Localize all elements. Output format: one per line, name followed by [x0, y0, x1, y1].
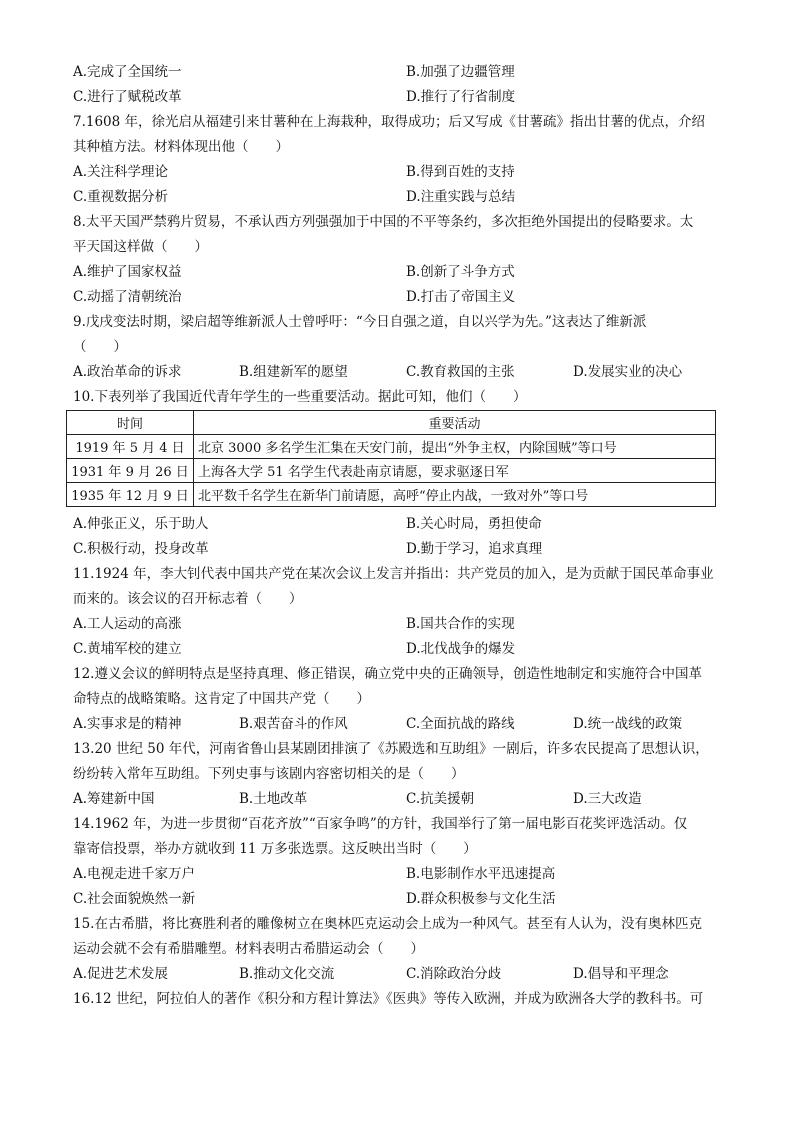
q10-option-c[interactable]: C.积极行动，投身改革 [73, 541, 209, 557]
q7-option-a[interactable]: A.关注科学理论 [73, 164, 169, 180]
question-14 [73, 812, 723, 912]
table-header-row [67, 411, 716, 435]
q15-stem-line-1: 15.在古希腊，将比赛胜利者的雕像树立在奥林匹克运动会上成为一种风气。甚至有人认为，没有奥林匹克 [73, 916, 702, 932]
q8-option-d[interactable]: D.打击了帝国主义 [406, 289, 516, 305]
table-row [67, 435, 716, 459]
q12-option-a[interactable]: A.实事求是的精神 [73, 716, 182, 732]
q12-stem-line-1: 12.遵义会议的鲜明特点是坚持真理、修正错误，确立党中央的正确领导，创造性地制定和实施符合中国革 [73, 666, 702, 682]
q9-stem-line-1: 9.戊戌变法时期，梁启超等维新派人士曾呼吁：“今日自强之道，自以兴学为先。”这表达了维新派 [73, 314, 647, 330]
q12-option-b[interactable]: B.艰苦奋斗的作风 [239, 716, 348, 732]
table-cell-activity: 上海各大学 51 名学生代表赴南京请愿，要求驱逐日军 [194, 459, 716, 483]
question-10-stem [73, 385, 723, 410]
q16-stem-line-1: 16.12 世纪，阿拉伯人的著作《积分和方程计算法》《医典》等传入欧洲，并成为欧洲各大学的教科书。可 [73, 991, 704, 1007]
question-6-options [73, 60, 723, 110]
q13-option-c[interactable]: C.抗美援朝 [406, 791, 475, 807]
q9-stem-line-2: （ ） [73, 339, 127, 355]
q7-stem-line-2: 其种植方法。材料体现出他（ ） [73, 139, 289, 155]
q9-option-b[interactable]: B.组建新军的愿望 [239, 364, 348, 380]
q6-option-b[interactable]: B.加强了边疆管理 [406, 64, 515, 80]
q12-option-c[interactable]: C.全面抗战的路线 [406, 716, 515, 732]
question-15 [73, 912, 723, 987]
q13-option-b[interactable]: B.土地改革 [239, 791, 308, 807]
question-11 [73, 562, 723, 662]
table-cell-time: 1919 年 5 月 4 日 [67, 435, 194, 459]
q15-option-c[interactable]: C.消除政治分歧 [406, 966, 502, 982]
table-header-time: 时间 [67, 411, 194, 435]
question-13 [73, 737, 723, 812]
q8-stem-line-1: 8.太平天国严禁鸦片贸易，不承认西方列强强加于中国的不平等条约，多次拒绝外国提出的侵略要求。太 [73, 214, 694, 230]
q14-option-b[interactable]: B.电影制作水平迅速提高 [406, 866, 556, 882]
q14-stem-line-2: 靠寄信投票，举办方就收到 11 万多张选票。这反映出当时（ ） [73, 841, 477, 857]
q9-option-c[interactable]: C.教育救国的主张 [406, 364, 515, 380]
student-activities-table [66, 410, 716, 507]
q14-option-d[interactable]: D.群众积极参与文化生活 [406, 891, 556, 907]
question-16 [73, 987, 723, 1012]
q6-option-a[interactable]: A.完成了全国统一 [73, 64, 182, 80]
q11-option-a[interactable]: A.工人运动的高涨 [73, 616, 182, 632]
q12-option-d[interactable]: D.统一战线的政策 [573, 716, 683, 732]
q11-option-c[interactable]: C.黄埔军校的建立 [73, 641, 182, 657]
q8-option-c[interactable]: C.动摇了清朝统治 [73, 289, 182, 305]
q11-stem-line-2: 而来的。该会议的召开标志着（ ） [73, 591, 303, 607]
q7-option-d[interactable]: D.注重实践与总结 [406, 189, 516, 205]
table-cell-time: 1931 年 9 月 26 日 [67, 459, 194, 483]
q6-option-c[interactable]: C.进行了赋税改革 [73, 89, 182, 105]
q12-stem-line-2: 命特点的战略策略。这肯定了中国共产党（ ） [73, 691, 370, 707]
q13-stem-line-1: 13.20 世纪 50 年代，河南省鲁山县某剧团排演了《苏殿选和互助组》一剧后，许多农民提高了思想认识， [73, 741, 709, 757]
q15-option-a[interactable]: A.促进艺术发展 [73, 966, 169, 982]
table-row [67, 459, 716, 483]
table-row [67, 483, 716, 507]
q13-stem-line-2: 纷纷转入常年互助组。下列史事与该剧内容密切相关的是（ ） [73, 766, 465, 782]
question-7 [73, 110, 723, 210]
table-cell-activity: 北京 3000 多名学生汇集在天安门前，提出“外争主权，内除国贼”等口号 [194, 435, 716, 459]
q7-option-b[interactable]: B.得到百姓的支持 [406, 164, 515, 180]
table-cell-activity: 北平数千名学生在新华门前请愿，高呼“停止内战，一致对外”等口号 [194, 483, 716, 507]
q8-option-b[interactable]: B.创新了斗争方式 [406, 264, 515, 280]
q7-option-c[interactable]: C.重视数据分析 [73, 189, 169, 205]
q6-option-d[interactable]: D.推行了行省制度 [406, 89, 516, 105]
q11-option-d[interactable]: D.北伐战争的爆发 [406, 641, 516, 657]
question-9 [73, 310, 723, 385]
q8-option-a[interactable]: A.维护了国家权益 [73, 264, 182, 280]
q13-option-a[interactable]: A.筹建新中国 [73, 791, 155, 807]
q13-option-d[interactable]: D.三大改造 [573, 791, 642, 807]
q9-option-d[interactable]: D.发展实业的决心 [573, 364, 683, 380]
q14-stem-line-1: 14.1962 年，为进一步贯彻“百花齐放”“百家争鸣”的方针，我国举行了第一届电影百花奖评选活动。仅 [73, 816, 688, 832]
q15-option-d[interactable]: D.倡导和平理念 [573, 966, 669, 982]
question-10-options [73, 512, 723, 562]
q7-stem-line-1: 7.1608 年，徐光启从福建引来甘薯种在上海栽种，取得成功；后又写成《甘薯疏》指出甘薯的优点，介绍 [73, 114, 706, 130]
q8-stem-line-2: 平天国这样做（ ） [73, 239, 208, 255]
q10-option-d[interactable]: D.勤于学习，追求真理 [406, 541, 543, 557]
q15-option-b[interactable]: B.推动文化交流 [239, 966, 335, 982]
q11-stem-line-1: 11.1924 年，李大钊代表中国共产党在某次会议上发言并指出：共产党员的加入，是为贡献于国民革命事业 [73, 566, 714, 582]
q10-option-a[interactable]: A.伸张正义，乐于助人 [73, 516, 209, 532]
q9-option-a[interactable]: A.政治革命的诉求 [73, 364, 182, 380]
table-header-activity: 重要活动 [194, 411, 716, 435]
question-8 [73, 210, 723, 310]
table-cell-time: 1935 年 12 月 9 日 [67, 483, 194, 507]
q10-option-b[interactable]: B.关心时局，勇担使命 [406, 516, 542, 532]
q11-option-b[interactable]: B.国共合作的实现 [406, 616, 515, 632]
q15-stem-line-2: 运动会就不会有希腊雕塑。材料表明古希腊运动会（ ） [73, 941, 424, 957]
q14-option-a[interactable]: A.电视走进千家万户 [73, 866, 196, 882]
question-12 [73, 662, 723, 737]
q10-stem-line-1: 10.下表列举了我国近代青年学生的一些重要活动。据此可知，他们（ ） [73, 389, 527, 405]
q14-option-c[interactable]: C.社会面貌焕然一新 [73, 891, 196, 907]
